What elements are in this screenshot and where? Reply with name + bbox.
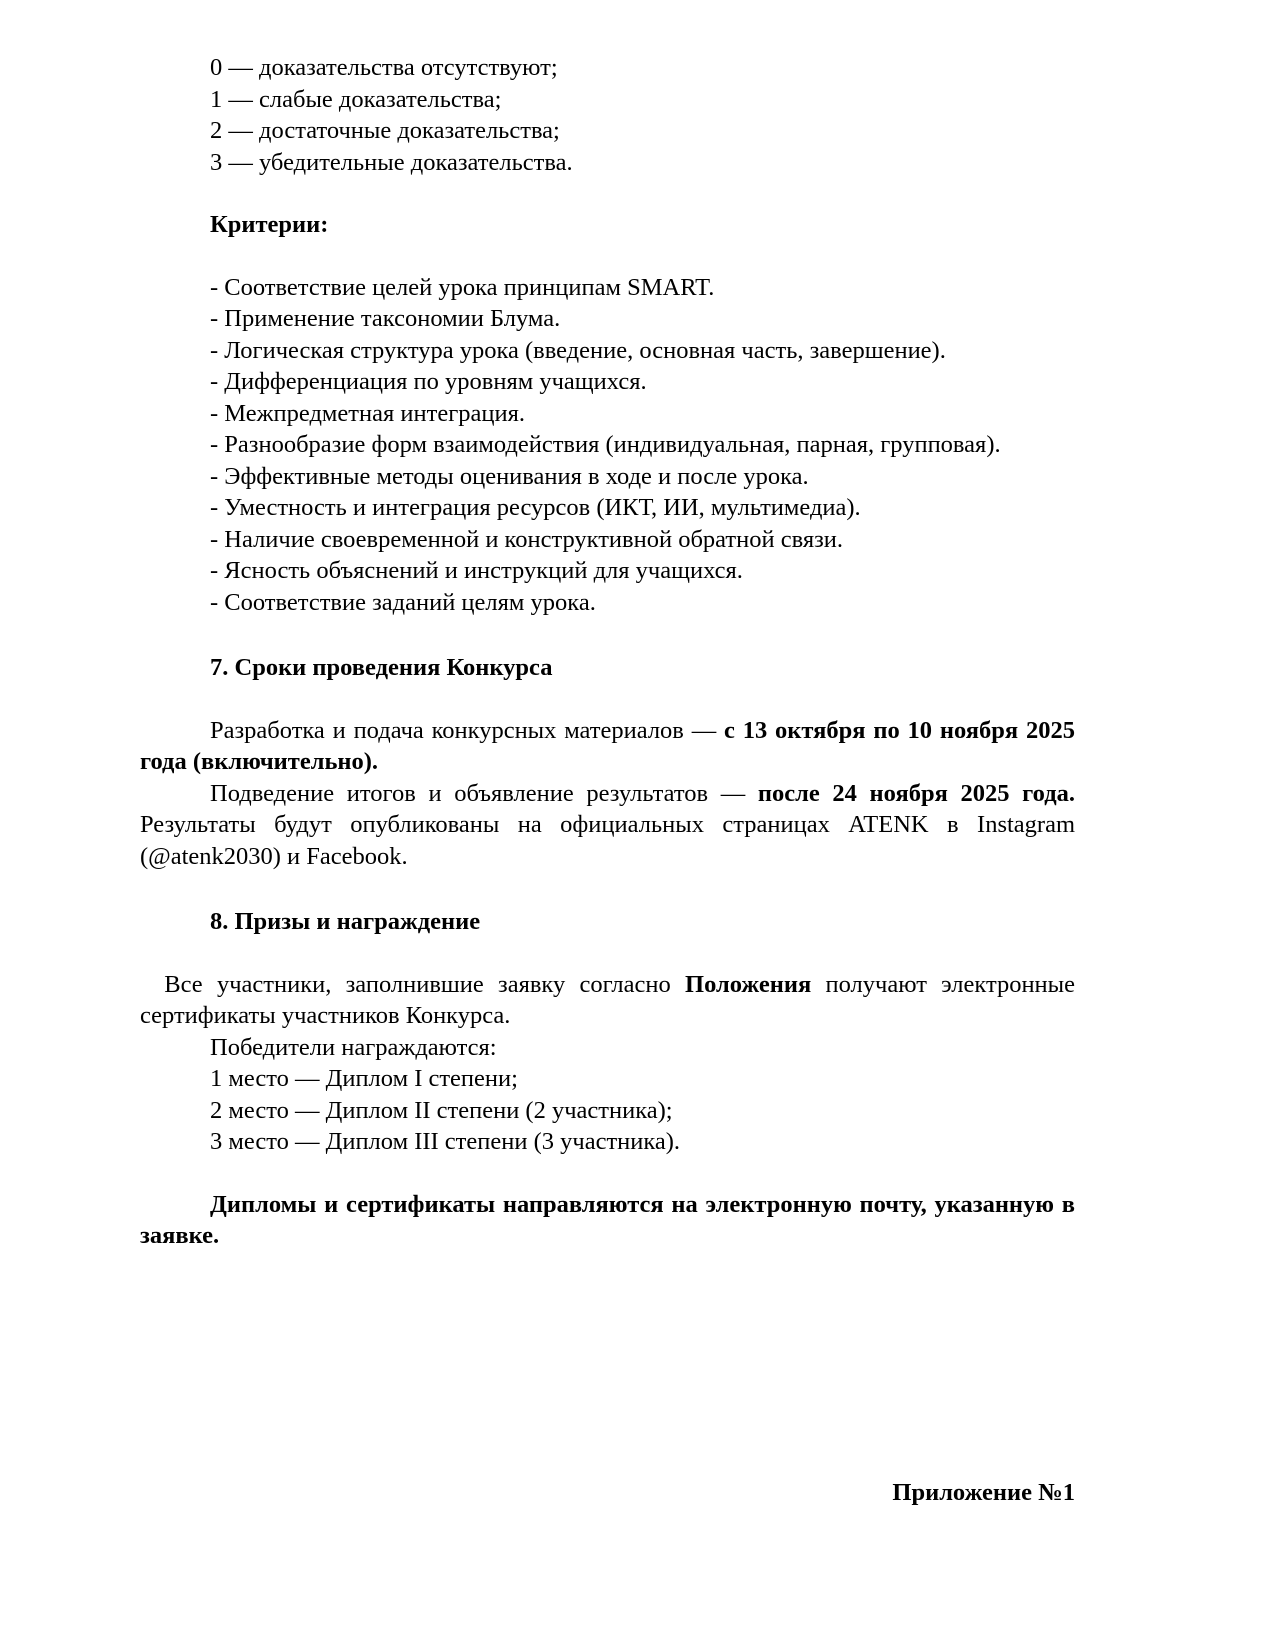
- page-content: [140, 52, 1075, 1252]
- section-7-paragraph-1: [140, 715, 1075, 778]
- section-7-paragraph-2: [140, 778, 1075, 873]
- paragraph-tail: Результаты будут опубликованы на официальных страницах ATENK в Instagram (@atenk2030) и Facebook.: [140, 811, 1075, 870]
- list-item: 1 — слабые доказательства;: [210, 85, 502, 113]
- list-item: 0 — доказательства отсутствуют;: [210, 54, 558, 81]
- list-item: - Уместность и интеграция ресурсов (ИКТ, ИИ, мультимедиа).: [210, 494, 861, 521]
- paragraph-text: Подведение итогов и объявление результатов —: [210, 779, 758, 807]
- list-item: - Соответствие заданий целям урока.: [210, 588, 596, 616]
- section-8-paragraph-1: [140, 969, 1075, 1032]
- list-item: - Наличие своевременной и конструктивной обратной связи.: [210, 525, 844, 553]
- list-item: 3 — убедительные доказательства.: [210, 148, 573, 176]
- paragraph-text: Все участники, заполнившие заявку согласно: [150, 970, 686, 998]
- list-item: - Ясность объяснений и инструкций для учащихся.: [210, 557, 743, 584]
- list-item: 1 место — Диплом I степени;: [210, 1065, 518, 1092]
- paragraph-bold-run: после 24 ноября 2025 года.: [757, 779, 1075, 807]
- list-item: - Дифференциация по уровням учащихся.: [210, 368, 647, 395]
- spacer: [140, 178, 1075, 209]
- criteria-list: [140, 272, 1075, 619]
- spacer: [140, 872, 1075, 906]
- list-item: 2 место — Диплом II степени (2 участника);: [210, 1096, 673, 1124]
- spacer: [140, 938, 1075, 969]
- criteria-heading: Критерии:: [210, 211, 329, 238]
- section-8-heading: 8. Призы и награждение: [210, 908, 481, 935]
- list-item: - Соответствие целей урока принципам SMART.: [210, 273, 715, 301]
- section-8-closing-paragraph: [140, 1189, 1075, 1252]
- winners-intro: Победители награждаются:: [210, 1033, 497, 1061]
- paragraph-bold-run: Положения: [685, 970, 812, 998]
- list-item: 3 место — Диплом III степени (3 участника).: [210, 1128, 681, 1155]
- closing-bold-text: Дипломы и сертификаты направляются на электронную почту, указанную в заявке.: [140, 1190, 1075, 1249]
- paragraph-bold-run: с 13 октября по 10 ноября 2025 года (включительно).: [140, 716, 1075, 775]
- spacer: [140, 241, 1075, 272]
- list-item: - Межпредметная интеграция.: [210, 399, 525, 427]
- spacer: [140, 684, 1075, 715]
- section-7-heading: 7. Сроки проведения Конкурса: [210, 654, 553, 681]
- awards-list: [140, 1063, 1075, 1158]
- list-item: - Логическая структура урока (введение, основная часть, завершение).: [210, 336, 946, 364]
- paragraph-text: Разработка и подача конкурсных материалов —: [210, 716, 725, 744]
- list-item: - Применение таксономии Блума.: [210, 305, 561, 332]
- list-item: 2 — достаточные доказательства;: [210, 117, 560, 144]
- list-item: - Эффективные методы оценивания в ходе и после урока.: [210, 462, 809, 490]
- scoring-scale-list: [140, 52, 1075, 178]
- spacer: [140, 618, 1075, 652]
- paragraph-tail: получают электронные сертификаты участников Конкурса.: [140, 970, 1076, 1029]
- appendix-footer: Приложение №1: [892, 1479, 1075, 1506]
- spacer: [140, 1158, 1075, 1189]
- list-item: - Разнообразие форм взаимодействия (индивидуальная, парная, групповая).: [210, 431, 1001, 458]
